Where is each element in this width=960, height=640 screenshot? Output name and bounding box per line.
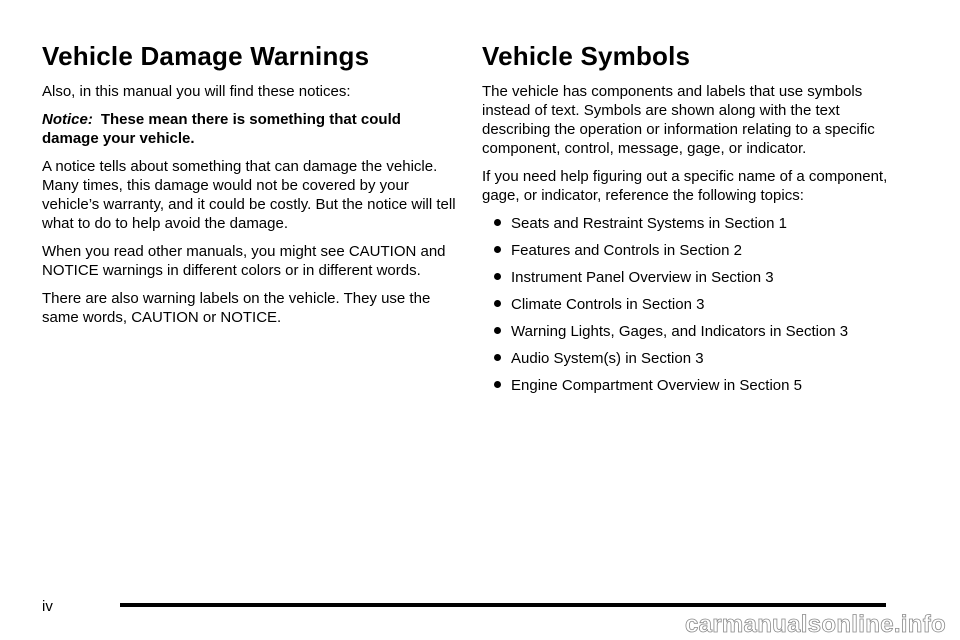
warning-labels-paragraph: There are also warning labels on the vehicle. They use the same words, CAUTION or NOTICE. [42, 290, 431, 326]
vehicle-damage-warnings-heading: Vehicle Damage Warnings [42, 41, 370, 71]
notice-text: These mean there is something that could damage your vehicle. [42, 111, 401, 147]
topic-text: Seats and Restraint Systems in Section 1 [511, 215, 787, 232]
list-item [482, 322, 902, 341]
topic-text: Features and Controls in Section 2 [511, 242, 742, 259]
page-number: iv [42, 598, 53, 615]
notice-paragraph [42, 110, 460, 148]
bullet-icon [494, 273, 501, 280]
list-item [482, 295, 902, 314]
topic-text: Instrument Panel Overview in Section 3 [511, 269, 774, 286]
reference-topics-paragraph: If you need help figuring out a specific name of a component, gage, or indicator, reference the following topics: [482, 168, 888, 204]
other-manuals-paragraph: When you read other manuals, you might see CAUTION and NOTICE warnings in different colors or in different words. [42, 243, 446, 279]
bullet-icon [494, 381, 501, 388]
footer-divider [120, 603, 886, 607]
left-column [42, 40, 460, 336]
notice-explanation-paragraph: A notice tells about something that can damage the vehicle. Many times, this damage would not be covered by your vehicle’s warranty, and it could be costly. But the notice will tell what to do to help avoid the damage. [42, 158, 456, 232]
intro-paragraph: Also, in this manual you will find these notices: [42, 83, 351, 100]
symbols-intro-paragraph: The vehicle has components and labels that use symbols instead of text. Symbols are shown along with the text describing the operation or information relating to a specific component, control, message, gage, or indicator. [482, 83, 875, 157]
topic-text: Audio System(s) in Section 3 [511, 350, 704, 367]
bullet-icon [494, 327, 501, 334]
bullet-icon [494, 246, 501, 253]
bullet-icon [494, 300, 501, 307]
watermark-logo: carmanualsonline.info [684, 611, 946, 638]
notice-label: Notice: [42, 111, 93, 128]
list-item [482, 376, 902, 395]
list-item [482, 214, 902, 233]
list-item [482, 268, 902, 287]
topic-text: Climate Controls in Section 3 [511, 296, 705, 313]
topics-list [482, 214, 902, 395]
bullet-icon [494, 354, 501, 361]
topic-text: Engine Compartment Overview in Section 5 [511, 377, 802, 394]
bullet-icon [494, 219, 501, 226]
vehicle-symbols-heading: Vehicle Symbols [482, 41, 691, 71]
list-item [482, 349, 902, 368]
right-column [482, 40, 902, 403]
list-item [482, 241, 902, 260]
topic-text: Warning Lights, Gages, and Indicators in Section 3 [511, 323, 849, 340]
